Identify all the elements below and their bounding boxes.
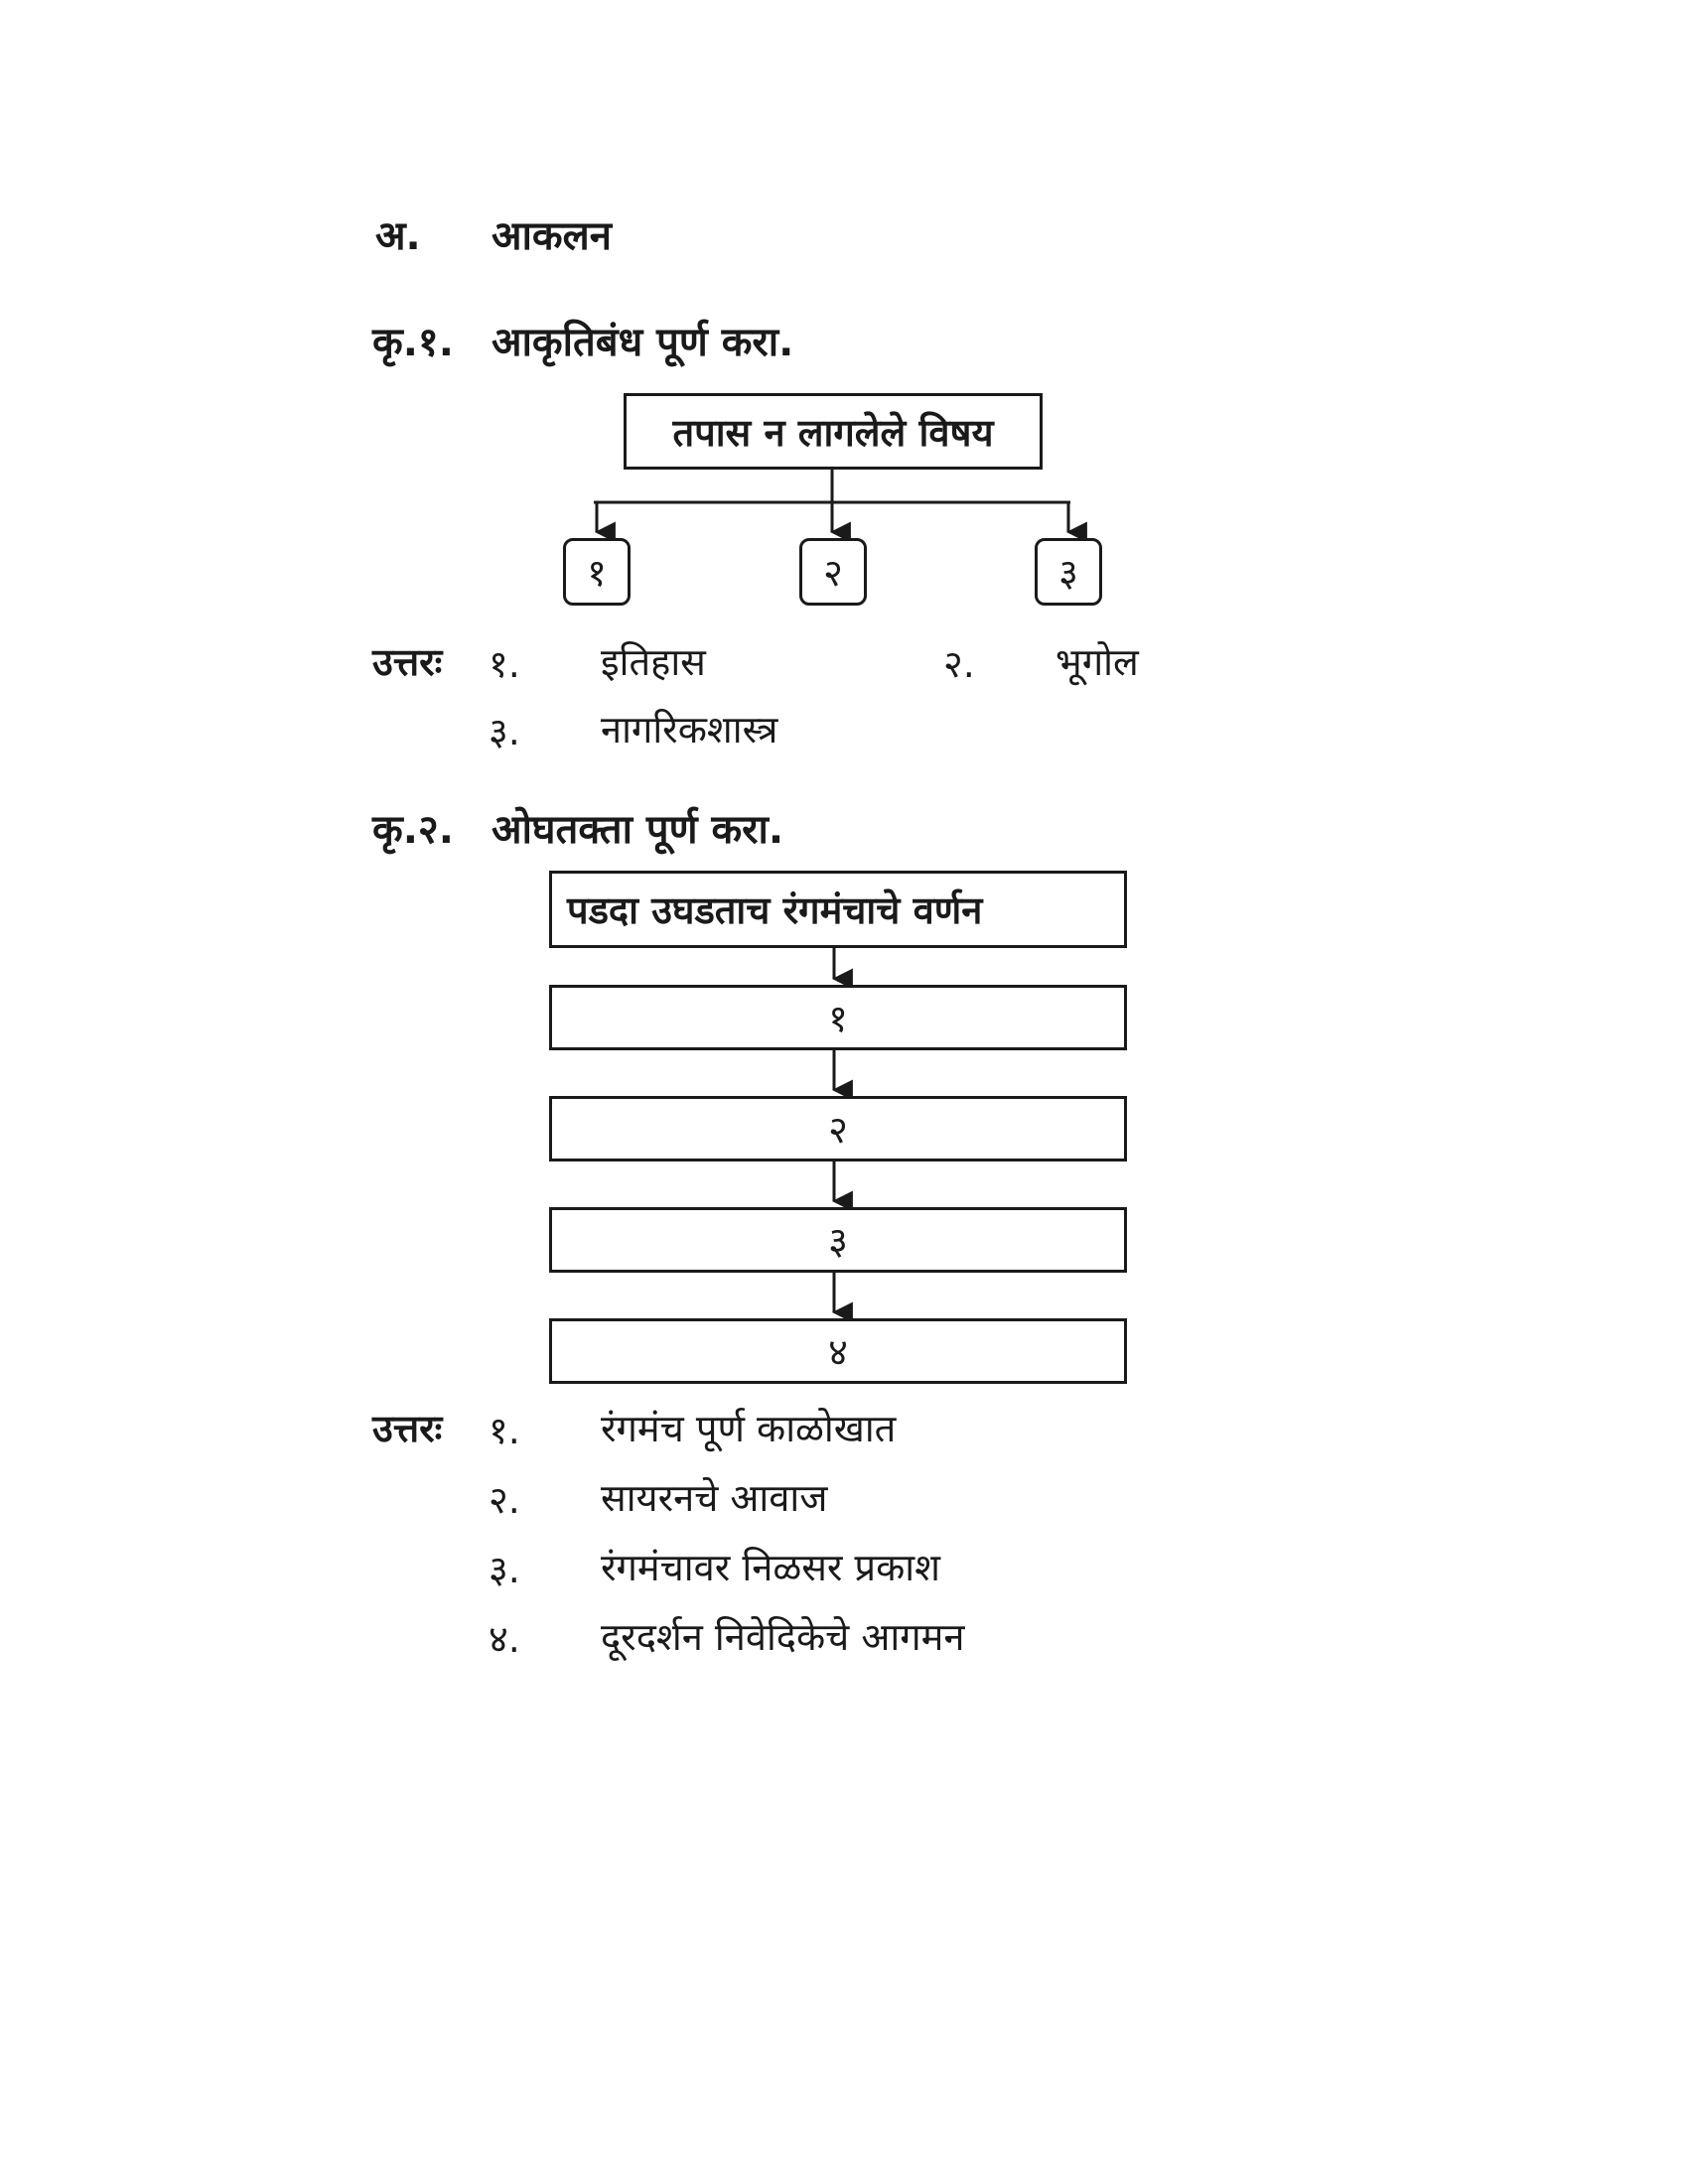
- q2-answer-label: उत्तरः: [372, 1407, 443, 1450]
- q1-answer-num-3: ३.: [489, 710, 520, 753]
- q2-step-box-4: ४: [549, 1318, 1127, 1384]
- q1-answer-text-1: इतिहास: [601, 640, 706, 684]
- q1-answer-text-2: भूगोल: [1055, 640, 1139, 684]
- q1-answer-num-2: २.: [943, 642, 975, 686]
- q1-answer-num-1: १.: [489, 642, 520, 686]
- q1-child-box-3: ३: [1035, 538, 1102, 606]
- q1-child-box-2: २: [799, 538, 867, 606]
- q2-answer-num-4: ४.: [489, 1617, 520, 1661]
- q2-step-box-1: १: [549, 985, 1127, 1050]
- q2-answer-text-1: रंगमंच पूर्ण काळोखात: [601, 1407, 897, 1450]
- q2-step-box-2: २: [549, 1096, 1127, 1161]
- q2-answer-num-2: २.: [489, 1478, 520, 1522]
- q2-number: कृ.२.: [372, 807, 454, 853]
- q2-answer-text-2: सायरनचे आवाज: [601, 1476, 828, 1520]
- q2-instruction: ओघतक्ता पूर्ण करा.: [492, 807, 784, 853]
- q1-number: कृ.१.: [372, 320, 454, 365]
- q2-step-box-3: ३: [549, 1207, 1127, 1273]
- q2-answer-num-3: ३.: [489, 1548, 520, 1591]
- q2-answer-text-3: रंगमंचावर निळसर प्रकाश: [601, 1546, 940, 1589]
- q1-root-box: तपास न लागलेले विषय: [624, 393, 1043, 470]
- q1-answer-text-3: नागरिकशास्त्र: [601, 708, 778, 751]
- q2-root-box: पडदा उघडताच रंगमंचाचे वर्णन: [549, 871, 1127, 948]
- q1-tree-connectors: [594, 470, 1070, 532]
- section-marker: अ.: [375, 213, 421, 259]
- q1-child-box-1: १: [563, 538, 631, 606]
- q2-answer-text-4: दूरदर्शन निवेदिकेचे आगमन: [601, 1615, 965, 1659]
- q2-answer-num-1: १.: [489, 1409, 520, 1452]
- section-title: आकलन: [492, 213, 612, 259]
- q1-answer-label: उत्तरः: [372, 640, 443, 684]
- q1-instruction: आकृतिबंध पूर्ण करा.: [492, 320, 794, 365]
